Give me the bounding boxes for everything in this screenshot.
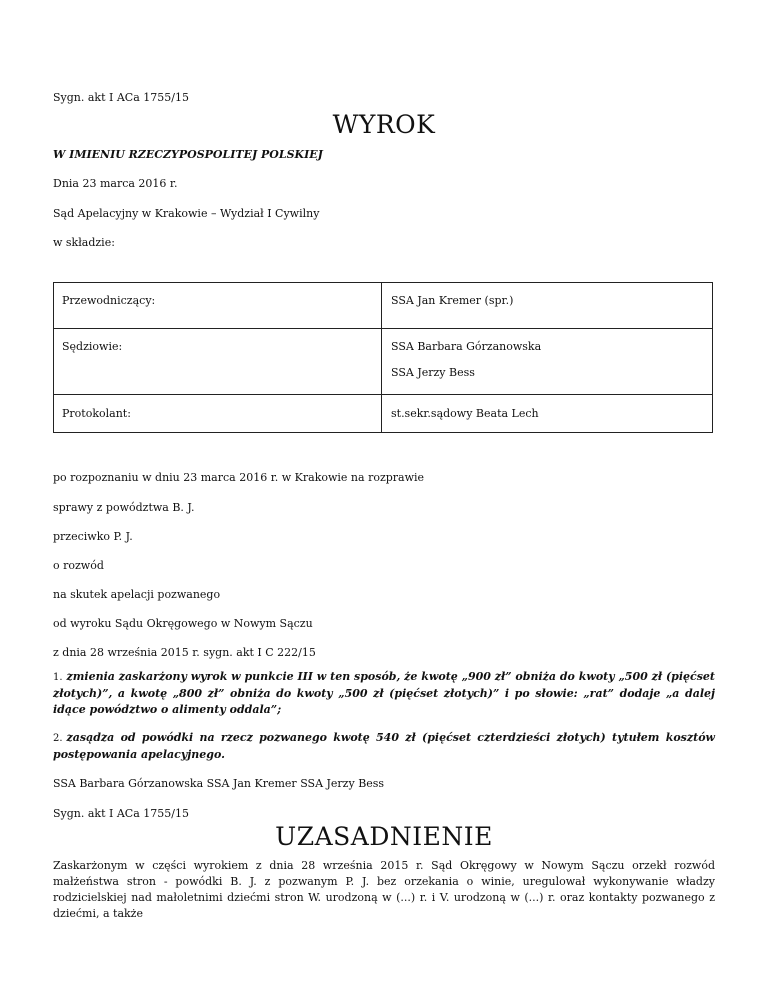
ruling-item-2 [53,730,715,763]
panel-role-chair: Przewodniczący: [62,294,156,307]
case-line: na skutek apelacji pozwanego [53,588,221,601]
panel-name-chair: SSA Jan Kremer (spr.) [391,294,514,307]
composition-label: w składzie: [53,236,115,249]
ruling-number: 2. [53,733,63,744]
verdict-title: WYROK [332,110,436,139]
justification-title: UZASADNIENIE [275,822,493,851]
panel-row-divider [54,394,712,395]
panel-name-clerk: st.sekr.sądowy Beata Lech [391,407,539,420]
panel-name-judge-1: SSA Barbara Górzanowska [391,340,542,353]
verdict-date: Dnia 23 marca 2016 r. [53,177,178,190]
ruling-text: zmienia zaskarżony wyrok w punkcie III w ten sposób, że kwotę „900 zł” obniża do kwoty „500 zł (pięćset złotych)”, a kwotę „800 zł” obniża do kwoty „500 zł (pięćset złotych)” i po słowie: „rat” dodaje „a dalej idące powództwo o alimenty oddala”; [53,670,715,716]
panel-row-divider [54,328,712,329]
ruling-number: 1. [53,672,63,683]
case-line: przeciwko P. J. [53,530,133,543]
court-name: Sąd Apelacyjny w Krakowie – Wydział I Cywilny [53,207,320,220]
case-line: od wyroku Sądu Okręgowego w Nowym Sączu [53,617,313,630]
case-line: o rozwód [53,559,104,572]
panel-column-divider [381,283,382,432]
case-signature: Sygn. akt I ACa 1755/15 [53,91,189,104]
justification-signature: Sygn. akt I ACa 1755/15 [53,807,189,820]
ruling-text: zasądza od powódki na rzecz pozwanego kwotę 540 zł (pięćset czterdzieści złotych) tytułem kosztów postępowania apelacyjnego. [53,731,715,761]
case-line: z dnia 28 września 2015 r. sygn. akt I C 222/15 [53,646,316,659]
case-line: sprawy z powództwa B. J. [53,501,195,514]
justification-text: Zaskarżonym w części wyrokiem z dnia 28 września 2015 r. Sąd Okręgowy w Nowym Sączu orzekł rozwód małżeństwa stron - powódki B. J. z pozwanym P. J. bez orzekania o winie, uregulował wykonywanie władzy rodzicielskiej nad małoletnimi dziećmi stron W. urodzoną w (...) r. i V. urodzoną w (...) r. oraz kontakty pozwanego z dziećmi, a także [53,859,715,920]
signatures: SSA Barbara Górzanowska SSA Jan Kremer SSA Jerzy Bess [53,777,385,790]
panel-role-clerk: Protokolant: [62,407,131,420]
verdict-subtitle: W IMIENIU RZECZYPOSPOLITEJ POLSKIEJ [53,148,323,161]
panel-name-judge-2: SSA Jerzy Bess [391,366,475,379]
panel-table [53,282,713,433]
ruling-item-1 [53,669,715,718]
panel-role-judges: Sędziowie: [62,340,123,353]
case-line: po rozpoznaniu w dniu 23 marca 2016 r. w Krakowie na rozprawie [53,471,425,484]
